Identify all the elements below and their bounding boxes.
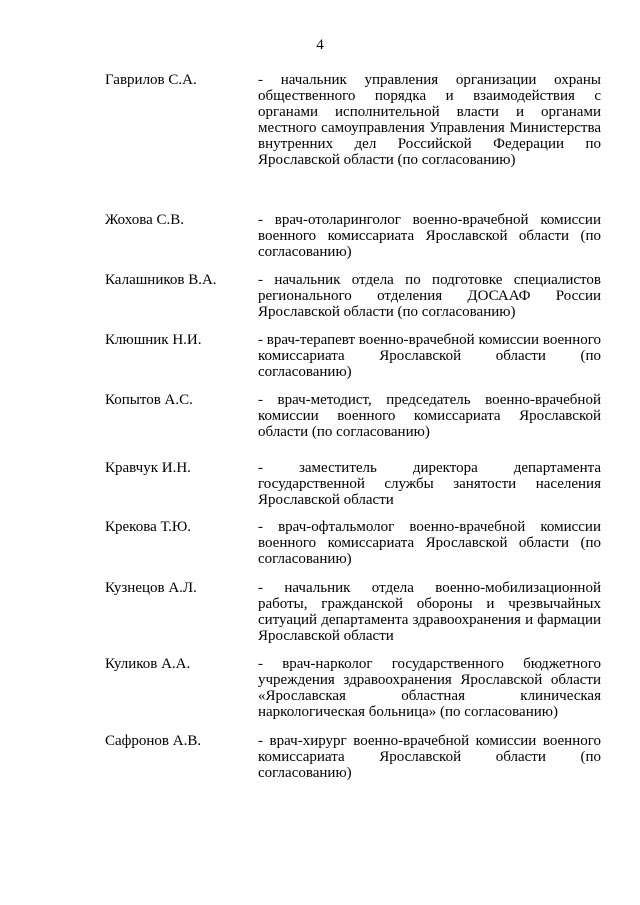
member-position: - врач-методист, председатель военно-врачебной комиссии военного комиссариата Ярославской области (по согласованию) bbox=[258, 392, 601, 440]
member-position: - врач-отоларинголог военно-врачебной комиссии военного комиссариата Ярославской области (по согласованию) bbox=[258, 212, 601, 260]
member-name: Гаврилов С.А. bbox=[105, 72, 197, 88]
member-name: Жохова С.В. bbox=[105, 212, 185, 228]
member-name: Кузнецов А.Л. bbox=[105, 580, 197, 596]
member-name: Куликов А.А. bbox=[105, 656, 191, 672]
member-position: - начальник отдела военно-мобилизационной работы, гражданской обороны и чрезвычайных ситуаций департамента здравоохранения и фармации Ярославской области bbox=[258, 580, 601, 644]
member-position: - заместитель директора департамента государственной службы занятости населения Ярославской области bbox=[258, 460, 601, 508]
member-name: Калашников В.А. bbox=[105, 272, 217, 288]
member-position: - врач-хирург военно-врачебной комиссии военного комиссариата Ярославской области (по согласованию) bbox=[258, 733, 601, 781]
member-name: Крекова Т.Ю. bbox=[105, 519, 192, 535]
member-name: Копытов А.С. bbox=[105, 392, 193, 408]
member-position: - врач-нарколог государственного бюджетного учреждения здравоохранения Ярославской области «Ярославская областная клиническая наркологическая больница» (по согласованию) bbox=[258, 656, 601, 720]
member-name: Сафронов А.В. bbox=[105, 733, 202, 749]
member-position: - начальник управления организации охраны общественного порядка и взаимодействия с органами исполнительной власти и органами местного самоуправления Управления Министерства внутренних дел Российской Федерации по Ярославской области (по согласованию) bbox=[258, 72, 601, 168]
member-name: Клюшник Н.И. bbox=[105, 332, 202, 348]
member-name: Кравчук И.Н. bbox=[105, 460, 191, 476]
page-number: 4 bbox=[316, 37, 324, 53]
member-position: - начальник отдела по подготовке специалистов регионального отделения ДОСААФ России Ярославской области (по согласованию) bbox=[258, 272, 601, 320]
member-position: - врач-терапевт военно-врачебной комиссии военного комиссариата Ярославской области (по согласованию) bbox=[258, 332, 601, 380]
member-position: - врач-офтальмолог военно-врачебной комиссии военного комиссариата Ярославской области (по согласованию) bbox=[258, 519, 601, 567]
